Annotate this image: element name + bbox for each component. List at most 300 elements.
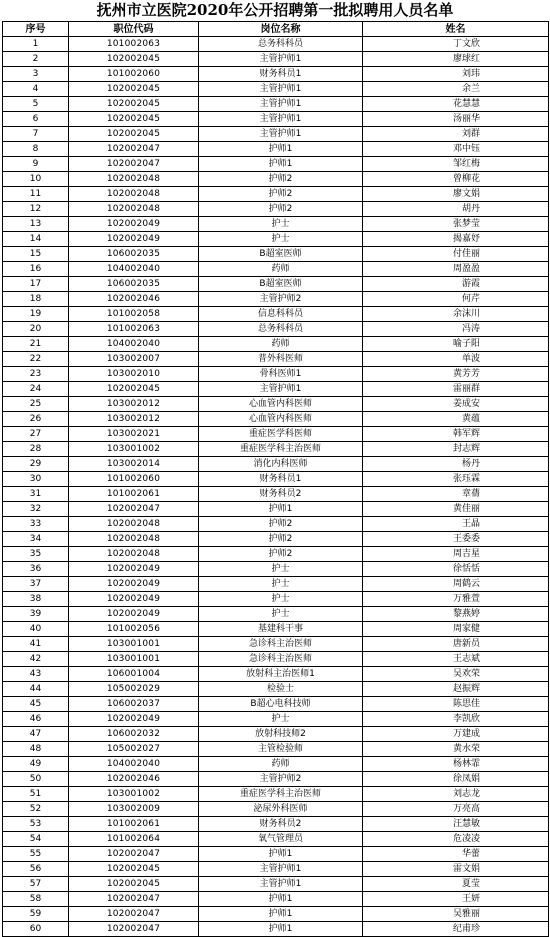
cell-position-code: 103002010 <box>69 367 199 382</box>
cell-position-name: 护师2 <box>199 547 363 562</box>
header-person-name: 姓名 <box>363 22 549 37</box>
cell-index: 44 <box>3 682 69 697</box>
cell-position-code: 106002032 <box>69 727 199 742</box>
cell-position-name: 护师2 <box>199 187 363 202</box>
table-row <box>3 322 549 337</box>
cell-position-name: 护师1 <box>199 892 363 907</box>
table-row <box>3 847 549 862</box>
cell-person-name: 陈思佳 <box>363 697 549 712</box>
cell-position-name: 总务科科员 <box>199 37 363 52</box>
cell-position-code: 103001001 <box>69 652 199 667</box>
cell-position-code: 101002060 <box>69 472 199 487</box>
cell-person-name: 邓中钰 <box>363 142 549 157</box>
cell-position-code: 102002048 <box>69 517 199 532</box>
cell-position-name: 主管护师1 <box>199 877 363 892</box>
cell-index: 56 <box>3 862 69 877</box>
cell-index: 37 <box>3 577 69 592</box>
cell-person-name: 余沫川 <box>363 307 549 322</box>
cell-position-code: 101002063 <box>69 322 199 337</box>
cell-index: 31 <box>3 487 69 502</box>
cell-position-name: 护师2 <box>199 202 363 217</box>
cell-index: 59 <box>3 907 69 922</box>
cell-person-name: 黄佳丽 <box>363 502 549 517</box>
cell-position-name: 主管护师2 <box>199 772 363 787</box>
table-row <box>3 202 549 217</box>
table-row <box>3 577 549 592</box>
cell-index: 57 <box>3 877 69 892</box>
cell-index: 14 <box>3 232 69 247</box>
cell-person-name: 周家健 <box>363 622 549 637</box>
cell-index: 51 <box>3 787 69 802</box>
cell-position-code: 103002012 <box>69 412 199 427</box>
cell-index: 12 <box>3 202 69 217</box>
cell-index: 32 <box>3 502 69 517</box>
table-row <box>3 682 549 697</box>
cell-person-name: 雷文娟 <box>363 862 549 877</box>
table-row <box>3 232 549 247</box>
table-row <box>3 907 549 922</box>
table-row <box>3 67 549 82</box>
table-row <box>3 802 549 817</box>
cell-person-name: 胡丹 <box>363 202 549 217</box>
cell-person-name: 万雅萱 <box>363 592 549 607</box>
cell-person-name: 冯涛 <box>363 322 549 337</box>
cell-person-name: 姜成安 <box>363 397 549 412</box>
cell-person-name: 危凌凌 <box>363 832 549 847</box>
cell-position-code: 103002007 <box>69 352 199 367</box>
cell-position-code: 101002061 <box>69 817 199 832</box>
cell-position-code: 102002049 <box>69 217 199 232</box>
cell-position-name: 主管护师1 <box>199 862 363 877</box>
cell-position-code: 102002047 <box>69 502 199 517</box>
cell-position-code: 102002047 <box>69 847 199 862</box>
cell-person-name: 丁文欣 <box>363 37 549 52</box>
cell-position-code: 106002035 <box>69 277 199 292</box>
cell-index: 15 <box>3 247 69 262</box>
cell-index: 10 <box>3 172 69 187</box>
cell-index: 5 <box>3 97 69 112</box>
cell-index: 3 <box>3 67 69 82</box>
table-body <box>3 37 549 937</box>
cell-index: 38 <box>3 592 69 607</box>
cell-index: 7 <box>3 127 69 142</box>
cell-position-code: 106002037 <box>69 697 199 712</box>
cell-position-name: 主管护师1 <box>199 382 363 397</box>
cell-index: 53 <box>3 817 69 832</box>
table-row <box>3 427 549 442</box>
table-row <box>3 172 549 187</box>
cell-person-name: 王委委 <box>363 532 549 547</box>
cell-position-name: 放射科主治医师1 <box>199 667 363 682</box>
cell-position-name: 药师 <box>199 262 363 277</box>
table-row <box>3 637 549 652</box>
table-row <box>3 712 549 727</box>
cell-person-name: 刘群 <box>363 127 549 142</box>
hiring-table <box>2 21 549 937</box>
cell-person-name: 万建成 <box>363 727 549 742</box>
table-row <box>3 652 549 667</box>
cell-position-code: 102002047 <box>69 907 199 922</box>
cell-position-name: 主管护师1 <box>199 52 363 67</box>
cell-position-code: 102002047 <box>69 922 199 937</box>
cell-person-name: 刘玮 <box>363 67 549 82</box>
cell-person-name: 汪慧敏 <box>363 817 549 832</box>
header-position-code: 职位代码 <box>69 22 199 37</box>
cell-person-name: 游霞 <box>363 277 549 292</box>
cell-position-code: 102002046 <box>69 772 199 787</box>
table-row <box>3 742 549 757</box>
cell-position-name: 护师2 <box>199 532 363 547</box>
cell-index: 29 <box>3 457 69 472</box>
cell-person-name: 廖文娟 <box>363 187 549 202</box>
cell-position-name: 财务科员2 <box>199 817 363 832</box>
cell-person-name: 华蕾 <box>363 847 549 862</box>
cell-position-code: 102002047 <box>69 157 199 172</box>
cell-index: 2 <box>3 52 69 67</box>
cell-person-name: 吴雅丽 <box>363 907 549 922</box>
cell-index: 55 <box>3 847 69 862</box>
cell-index: 11 <box>3 187 69 202</box>
cell-index: 13 <box>3 217 69 232</box>
cell-index: 42 <box>3 652 69 667</box>
cell-position-name: 药师 <box>199 757 363 772</box>
table-row <box>3 832 549 847</box>
table-row <box>3 667 549 682</box>
cell-position-name: 财务科员1 <box>199 472 363 487</box>
cell-person-name: 吴欢荣 <box>363 667 549 682</box>
cell-person-name: 周盈盈 <box>363 262 549 277</box>
cell-position-code: 102002048 <box>69 532 199 547</box>
cell-position-code: 103002021 <box>69 427 199 442</box>
cell-position-name: 心血管内科医师 <box>199 412 363 427</box>
cell-person-name: 封志辉 <box>363 442 549 457</box>
table-row <box>3 787 549 802</box>
table-row <box>3 697 549 712</box>
cell-position-name: 检验士 <box>199 682 363 697</box>
cell-position-code: 102002048 <box>69 202 199 217</box>
cell-position-name: 骨科医师1 <box>199 367 363 382</box>
cell-index: 24 <box>3 382 69 397</box>
cell-person-name: 王妍 <box>363 892 549 907</box>
cell-person-name: 付佳丽 <box>363 247 549 262</box>
cell-index: 40 <box>3 622 69 637</box>
cell-person-name: 雷丽群 <box>363 382 549 397</box>
cell-position-name: 护士 <box>199 577 363 592</box>
cell-position-code: 102002045 <box>69 112 199 127</box>
cell-index: 33 <box>3 517 69 532</box>
cell-person-name: 花慧慧 <box>363 97 549 112</box>
cell-index: 8 <box>3 142 69 157</box>
cell-position-code: 103001002 <box>69 442 199 457</box>
cell-person-name: 黄蕴 <box>363 412 549 427</box>
table-row <box>3 352 549 367</box>
cell-position-name: 护士 <box>199 562 363 577</box>
cell-index: 23 <box>3 367 69 382</box>
cell-position-name: 财务科员1 <box>199 67 363 82</box>
table-row <box>3 382 549 397</box>
cell-person-name: 李凯欣 <box>363 712 549 727</box>
cell-person-name: 杨林霏 <box>363 757 549 772</box>
table-row <box>3 142 549 157</box>
cell-position-code: 102002049 <box>69 592 199 607</box>
cell-position-code: 102002045 <box>69 52 199 67</box>
cell-position-name: B超室医师 <box>199 247 363 262</box>
cell-position-code: 102002048 <box>69 547 199 562</box>
cell-index: 43 <box>3 667 69 682</box>
cell-person-name: 徐凤娟 <box>363 772 549 787</box>
cell-position-code: 101002058 <box>69 307 199 322</box>
table-row <box>3 922 549 937</box>
table-row <box>3 877 549 892</box>
cell-position-code: 102002046 <box>69 292 199 307</box>
cell-index: 28 <box>3 442 69 457</box>
table-row <box>3 757 549 772</box>
cell-position-code: 102002045 <box>69 877 199 892</box>
cell-index: 16 <box>3 262 69 277</box>
cell-index: 18 <box>3 292 69 307</box>
cell-position-code: 101002061 <box>69 487 199 502</box>
table-row <box>3 502 549 517</box>
table-row <box>3 562 549 577</box>
cell-position-code: 102002048 <box>69 187 199 202</box>
cell-index: 17 <box>3 277 69 292</box>
cell-person-name: 廖球红 <box>363 52 549 67</box>
cell-position-name: 护师1 <box>199 142 363 157</box>
header-position-name: 岗位名称 <box>199 22 363 37</box>
cell-position-code: 102002049 <box>69 562 199 577</box>
cell-position-code: 105002029 <box>69 682 199 697</box>
cell-position-name: 主管护师2 <box>199 292 363 307</box>
table-row <box>3 127 549 142</box>
table-row <box>3 592 549 607</box>
cell-index: 58 <box>3 892 69 907</box>
table-row <box>3 82 549 97</box>
cell-position-name: 重症医学科医师 <box>199 427 363 442</box>
table-row <box>3 367 549 382</box>
cell-person-name: 单波 <box>363 352 549 367</box>
cell-index: 45 <box>3 697 69 712</box>
table-row <box>3 337 549 352</box>
table-row <box>3 817 549 832</box>
cell-index: 47 <box>3 727 69 742</box>
cell-person-name: 韩军辉 <box>363 427 549 442</box>
cell-person-name: 揭嘉妤 <box>363 232 549 247</box>
cell-index: 35 <box>3 547 69 562</box>
document-title: 抚州市立医院2020年公开招聘第一批拟聘用人员名单 <box>96 1 454 19</box>
cell-person-name: 黄芳芳 <box>363 367 549 382</box>
cell-index: 1 <box>3 37 69 52</box>
cell-person-name: 章蒨 <box>363 487 549 502</box>
cell-person-name: 汤丽华 <box>363 112 549 127</box>
cell-position-name: 主管护师1 <box>199 82 363 97</box>
cell-index: 52 <box>3 802 69 817</box>
cell-person-name: 何芹 <box>363 292 549 307</box>
cell-index: 25 <box>3 397 69 412</box>
table-header-row <box>3 22 549 37</box>
table-row <box>3 307 549 322</box>
table-row <box>3 457 549 472</box>
cell-position-name: 消化内科医师 <box>199 457 363 472</box>
header-index: 序号 <box>3 22 69 37</box>
cell-index: 27 <box>3 427 69 442</box>
table-row <box>3 442 549 457</box>
cell-person-name: 唐新员 <box>363 637 549 652</box>
cell-position-name: 护师1 <box>199 502 363 517</box>
cell-position-name: 护士 <box>199 232 363 247</box>
cell-person-name: 邹红梅 <box>363 157 549 172</box>
cell-position-code: 104002040 <box>69 262 199 277</box>
cell-position-name: 重症医学科主治医师 <box>199 787 363 802</box>
cell-index: 4 <box>3 82 69 97</box>
cell-position-name: 主管护师1 <box>199 127 363 142</box>
cell-position-name: 急诊科主治医师 <box>199 652 363 667</box>
table-row <box>3 292 549 307</box>
cell-position-code: 103001001 <box>69 637 199 652</box>
cell-position-code: 102002045 <box>69 82 199 97</box>
cell-index: 48 <box>3 742 69 757</box>
table-row <box>3 532 549 547</box>
cell-person-name: 曾柳花 <box>363 172 549 187</box>
table-row <box>3 157 549 172</box>
cell-position-code: 102002045 <box>69 127 199 142</box>
cell-position-name: B超心电科技师 <box>199 697 363 712</box>
table-row <box>3 892 549 907</box>
cell-position-code: 101002063 <box>69 37 199 52</box>
cell-index: 49 <box>3 757 69 772</box>
cell-position-name: 护师1 <box>199 157 363 172</box>
table-row <box>3 187 549 202</box>
cell-position-name: 护师1 <box>199 907 363 922</box>
cell-index: 39 <box>3 607 69 622</box>
cell-index: 41 <box>3 637 69 652</box>
cell-position-name: 护士 <box>199 217 363 232</box>
cell-person-name: 黎燕婷 <box>363 607 549 622</box>
table-row <box>3 772 549 787</box>
cell-position-name: 护士 <box>199 712 363 727</box>
cell-index: 50 <box>3 772 69 787</box>
cell-person-name: 王志斌 <box>363 652 549 667</box>
cell-person-name: 万亮高 <box>363 802 549 817</box>
table-row <box>3 262 549 277</box>
cell-position-name: 护师2 <box>199 517 363 532</box>
cell-index: 22 <box>3 352 69 367</box>
cell-position-code: 102002047 <box>69 142 199 157</box>
cell-person-name: 夏莹 <box>363 877 549 892</box>
table-row <box>3 112 549 127</box>
cell-position-name: 基建科干事 <box>199 622 363 637</box>
cell-position-name: 重症医学科主治医师 <box>199 442 363 457</box>
cell-position-name: 泌尿外科医师 <box>199 802 363 817</box>
cell-person-name: 王晶 <box>363 517 549 532</box>
table-row <box>3 517 549 532</box>
table-row <box>3 487 549 502</box>
table-row <box>3 397 549 412</box>
table-row <box>3 412 549 427</box>
cell-index: 46 <box>3 712 69 727</box>
cell-person-name: 赵振辉 <box>363 682 549 697</box>
cell-index: 54 <box>3 832 69 847</box>
table-row <box>3 277 549 292</box>
table-row <box>3 247 549 262</box>
cell-position-code: 103002009 <box>69 802 199 817</box>
cell-position-code: 101002064 <box>69 832 199 847</box>
cell-position-code: 102002047 <box>69 892 199 907</box>
cell-position-name: 药师 <box>199 337 363 352</box>
cell-position-name: 信息科科员 <box>199 307 363 322</box>
table-row <box>3 622 549 637</box>
cell-person-name: 黄水荣 <box>363 742 549 757</box>
cell-position-name: 总务科科员 <box>199 322 363 337</box>
cell-position-name: 普外科医师 <box>199 352 363 367</box>
cell-position-code: 106001004 <box>69 667 199 682</box>
cell-position-code: 102002045 <box>69 862 199 877</box>
table-row <box>3 607 549 622</box>
cell-position-name: 护师1 <box>199 847 363 862</box>
cell-person-name: 周鹤云 <box>363 577 549 592</box>
cell-position-name: 放射科技师2 <box>199 727 363 742</box>
cell-person-name: 余兰 <box>363 82 549 97</box>
cell-index: 26 <box>3 412 69 427</box>
cell-position-code: 103001002 <box>69 787 199 802</box>
cell-position-name: 主管检验师 <box>199 742 363 757</box>
table-row <box>3 37 549 52</box>
cell-index: 6 <box>3 112 69 127</box>
cell-position-code: 103002014 <box>69 457 199 472</box>
cell-index: 36 <box>3 562 69 577</box>
cell-position-name: B超室医师 <box>199 277 363 292</box>
cell-position-code: 102002045 <box>69 97 199 112</box>
cell-position-name: 心血管内科医师 <box>199 397 363 412</box>
cell-position-code: 105002027 <box>69 742 199 757</box>
cell-index: 30 <box>3 472 69 487</box>
cell-person-name: 刘志龙 <box>363 787 549 802</box>
table-row <box>3 97 549 112</box>
cell-person-name: 周吉星 <box>363 547 549 562</box>
cell-index: 60 <box>3 922 69 937</box>
cell-position-code: 102002049 <box>69 577 199 592</box>
cell-position-name: 主管护师1 <box>199 112 363 127</box>
cell-position-code: 101002060 <box>69 67 199 82</box>
cell-position-code: 102002048 <box>69 172 199 187</box>
cell-position-name: 护师2 <box>199 172 363 187</box>
cell-index: 9 <box>3 157 69 172</box>
cell-position-code: 103002012 <box>69 397 199 412</box>
table-row <box>3 52 549 67</box>
cell-position-code: 101002056 <box>69 622 199 637</box>
cell-person-name: 张珏霖 <box>363 472 549 487</box>
cell-position-code: 106002035 <box>69 247 199 262</box>
cell-index: 34 <box>3 532 69 547</box>
table-row <box>3 547 549 562</box>
table-row <box>3 862 549 877</box>
cell-position-code: 102002045 <box>69 382 199 397</box>
cell-position-code: 102002049 <box>69 607 199 622</box>
table-row <box>3 727 549 742</box>
cell-person-name: 纪甫珍 <box>363 922 549 937</box>
cell-position-code: 102002049 <box>69 232 199 247</box>
cell-position-name: 财务科员2 <box>199 487 363 502</box>
cell-position-name: 氧气管理员 <box>199 832 363 847</box>
cell-index: 21 <box>3 337 69 352</box>
cell-person-name: 张梦莹 <box>363 217 549 232</box>
table-row <box>3 472 549 487</box>
cell-position-name: 主管护师1 <box>199 97 363 112</box>
cell-person-name: 杨丹 <box>363 457 549 472</box>
cell-person-name: 喻子阳 <box>363 337 549 352</box>
cell-position-name: 护师1 <box>199 922 363 937</box>
cell-position-name: 护士 <box>199 607 363 622</box>
cell-position-code: 104002040 <box>69 337 199 352</box>
